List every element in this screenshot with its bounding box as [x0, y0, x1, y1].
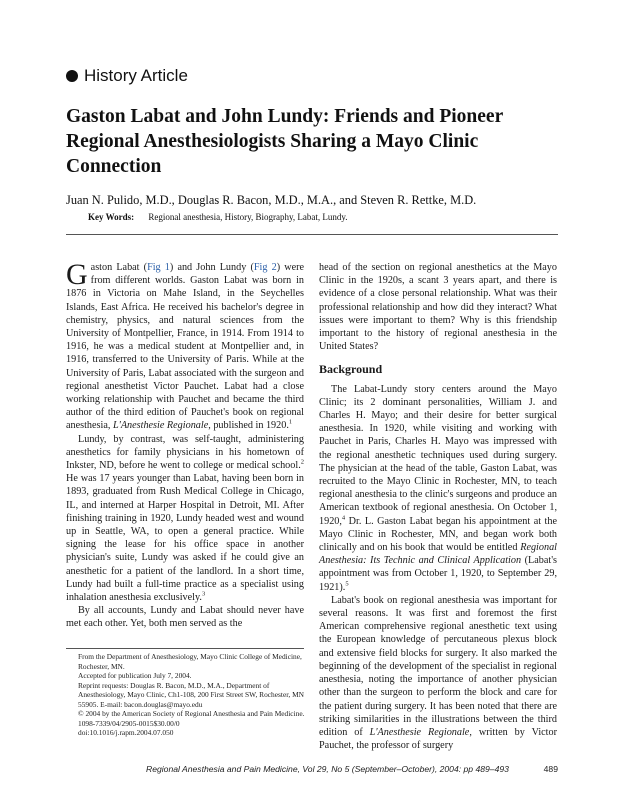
book-title: Regional Anesthesia: Its Technic and Clinical Application [319, 542, 557, 567]
text-run: , written by Victor Pauchet, the professor of surgery [319, 726, 557, 752]
right-column [319, 261, 557, 752]
paragraph [66, 258, 305, 433]
section-label-text: History Article [84, 66, 188, 85]
affiliation-note: From the Department of Anesthesiology, Mayo Clinic College of Medicine, Rochester, MN. [78, 652, 302, 671]
paragraph [319, 594, 557, 752]
paragraph [66, 433, 304, 605]
paragraph [319, 383, 557, 594]
text-run: He was 17 years younger than Labat, having been born in 1893, graduated from Rush Medical College in Chicago, IL, and interned at Harper Hospital in Detroit, MI. After finishing training in 1920, Lundy headed west and wound up in Seattle, WA, to open a general practice. While signing the lease for his office space in another physician's suite, Lundy was asked if he could give an anesthetic for a patient of the landlord. In a short time, Lundy had built a full-time practice as a specialist using inhalation anesthesia exclusively. [66, 473, 304, 604]
paragraph: By all accounts, Lundy and Labat should never have met each other. Yet, both men served as the [66, 605, 304, 630]
reference-4[interactable]: 4 [341, 514, 346, 522]
article-title: Gaston Labat and John Lundy: Friends and Pioneer Regional Anesthesiologists Sharing a Mayo Clinic Connection [66, 106, 503, 177]
text-run: ) were from different worlds. Gaston Labat was born in 1876 in Victoria on Mahe Island, in the Seychelles Islands, East Africa. He received his bachelor's degree in chemistry, physics, and natural sciences from the University of Montpellier, France, in 1914. From 1914 to 1916, he was a medical student at Montpellier and, in 1916, transferred to the University of Paris. While at the University of Paris, Labat associated with the surgeon and regional anesthetist Victor Pauchet. Labat had a close working relationship with Pauchet and became the third author of the third edition of Pauchet's book on regional anesthesia, [66, 262, 305, 432]
bullet-icon [66, 70, 78, 82]
text-run: Labat's book on regional anesthesia was important for several reasons. It was first and foremost the first American comprehensive regional anesthetic text using the European knowledge of percutaneous plexus block and extensive field blocks for surgery. It also marked the beginning of the development of the specialist in regional anesthesia, noting the importance of another physician other than the surgeon to perform the block and care for the patient during surgery. It has been noted that there are striking similarities in the illustrations between the third edition of [319, 594, 557, 738]
section-heading-background: Background [319, 362, 383, 377]
doi-note: doi:10.1016/j.rapm.2004.07.050 [78, 728, 174, 737]
text-run: Lundy, by contrast, was self-taught, administering anesthetics for family physicians in his hometown of Inkster, ND, before he went to college or medical school. [66, 433, 304, 472]
copyright-note: © 2004 by the American Society of Regional Anesthesia and Pain Medicine. [78, 709, 305, 718]
footnote-divider [66, 648, 304, 649]
keywords [88, 212, 348, 222]
text-run: ) and John Lundy ( [169, 262, 254, 273]
book-title: L'Anesthesie Regionale [112, 420, 209, 432]
text-run: The Labat-Lundy story centers around the Mayo Clinic; its 2 dominant personalities, William J. and Charles H. Mayo; and their desire for better surgical anesthesia. In 1920, while visiting and working with Pauchet in Paris, Charles H. Mayo was impressed with the regional anesthetic techniques used during surgery. The physician at the head of the table, Gaston Labat, was recruited to the Mayo Clinic in Rochester, MN, to teach regional anesthesia to the clinic's surgeons and produce an American textbook of regional anesthesia. On October 1, 1920, [319, 383, 557, 527]
accepted-note: Accepted for publication July 7, 2004. [78, 671, 192, 680]
header-divider [66, 234, 558, 235]
figure-1-link[interactable]: Fig 1 [147, 262, 170, 273]
paragraph: head of the section on regional anesthetics at the Mayo Clinic in the 1920s, a scant 3 years apart, and there is evidence of a close personal relationship. What was their professional relationship and how did they interact? What issues were important to them? Why is this friendship important to the history of regional anesthesia in the United States? [319, 262, 557, 353]
left-column [66, 258, 305, 631]
author-list: Juan N. Pulido, M.D., Douglas R. Bacon, M.D., M.A., and Steven R. Rettke, M.D. [66, 193, 477, 207]
text-run: , published in 1920. [208, 420, 289, 432]
footnotes [66, 652, 306, 738]
reference-3[interactable]: 3 [201, 590, 206, 598]
text-run: aston Labat ( [90, 262, 148, 273]
drop-cap: G [66, 258, 88, 291]
reference-1[interactable]: 1 [288, 419, 293, 427]
reference-5[interactable]: 5 [345, 580, 349, 588]
reprint-note: Reprint requests: Douglas R. Bacon, M.D., M.A., Department of Anesthesiology, Mayo Clinic, Ch1-108, 200 First Street SW, Rochester, MN 55905. E-mail: bacon.douglas@mayo.edu [78, 680, 304, 709]
section-label [66, 66, 188, 86]
book-title: L'Anesthesie Regionale [369, 726, 470, 738]
text-run: (Labat's appointment was from October 1, 1920, to September 29, 1921). [319, 555, 557, 593]
figure-2-link[interactable]: Fig 2 [253, 262, 277, 273]
reference-2[interactable]: 2 [300, 458, 304, 466]
journal-citation: Regional Anesthesia and Pain Medicine, Vol 29, No 5 (September–October), 2004: pp 489–493 [146, 764, 509, 774]
issn-note: 1098-7339/04/2905-0015$30.00/0 [78, 718, 180, 728]
keywords-label: Key Words: [88, 212, 135, 222]
text-run: Dr. L. Gaston Labat began his appointment at the Mayo Clinic in Rochester, MN, and began work both clinically and on his book that would be entitled [319, 515, 557, 554]
keywords-value: Regional anesthesia, History, Biography, Labat, Lundy. [148, 212, 348, 222]
page-number: 489 [543, 764, 558, 774]
